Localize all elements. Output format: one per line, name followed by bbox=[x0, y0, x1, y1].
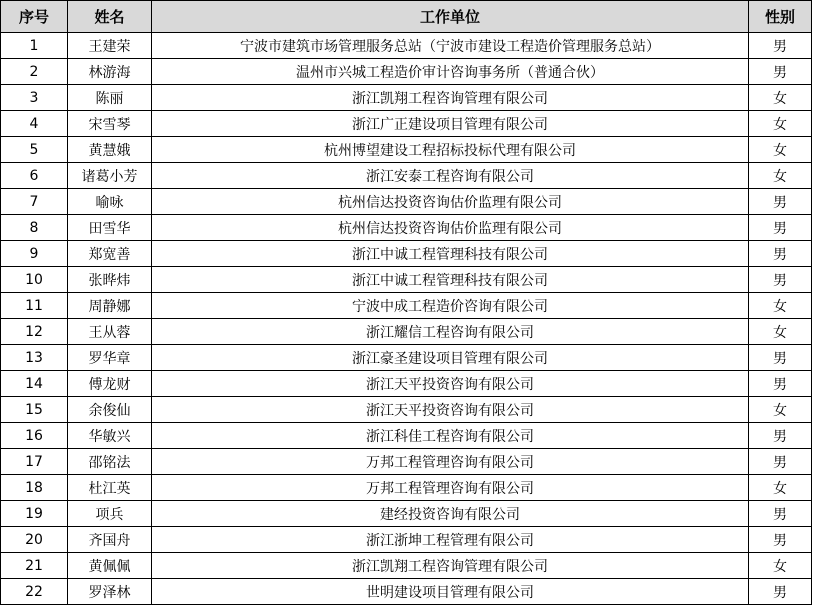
cell-org: 杭州博望建设工程招标投标代理有限公司 bbox=[152, 137, 749, 163]
table-row bbox=[1, 293, 812, 319]
cell-name: 黄佩佩 bbox=[68, 553, 152, 579]
cell-name: 黄慧娥 bbox=[68, 137, 152, 163]
header-sex: 性别 bbox=[749, 1, 812, 33]
cell-no: 11 bbox=[1, 293, 68, 319]
table-row bbox=[1, 137, 812, 163]
table-row bbox=[1, 319, 812, 345]
cell-name: 张晔炜 bbox=[68, 267, 152, 293]
cell-sex: 女 bbox=[749, 85, 812, 111]
cell-org: 浙江豪圣建设项目管理有限公司 bbox=[152, 345, 749, 371]
cell-sex: 女 bbox=[749, 475, 812, 501]
cell-no: 17 bbox=[1, 449, 68, 475]
cell-name: 傅龙财 bbox=[68, 371, 152, 397]
cell-name: 王从蓉 bbox=[68, 319, 152, 345]
header-name: 姓名 bbox=[68, 1, 152, 33]
table-row bbox=[1, 501, 812, 527]
cell-no: 9 bbox=[1, 241, 68, 267]
cell-sex: 男 bbox=[749, 501, 812, 527]
cell-name: 周静娜 bbox=[68, 293, 152, 319]
cell-name: 华敏兴 bbox=[68, 423, 152, 449]
cell-org: 浙江中诚工程管理科技有限公司 bbox=[152, 241, 749, 267]
cell-no: 19 bbox=[1, 501, 68, 527]
cell-sex: 女 bbox=[749, 111, 812, 137]
cell-org: 浙江浙坤工程管理有限公司 bbox=[152, 527, 749, 553]
cell-org: 万邦工程管理咨询有限公司 bbox=[152, 475, 749, 501]
cell-no: 14 bbox=[1, 371, 68, 397]
cell-name: 宋雪琴 bbox=[68, 111, 152, 137]
cell-name: 诸葛小芳 bbox=[68, 163, 152, 189]
table-row bbox=[1, 267, 812, 293]
cell-sex: 女 bbox=[749, 397, 812, 423]
table-row bbox=[1, 553, 812, 579]
cell-no: 13 bbox=[1, 345, 68, 371]
table-row bbox=[1, 475, 812, 501]
cell-sex: 男 bbox=[749, 267, 812, 293]
cell-org: 万邦工程管理咨询有限公司 bbox=[152, 449, 749, 475]
cell-no: 21 bbox=[1, 553, 68, 579]
cell-no: 3 bbox=[1, 85, 68, 111]
header-org: 工作单位 bbox=[152, 1, 749, 33]
table-row bbox=[1, 163, 812, 189]
cell-name: 余俊仙 bbox=[68, 397, 152, 423]
cell-no: 10 bbox=[1, 267, 68, 293]
cell-name: 王建荣 bbox=[68, 33, 152, 59]
header-no: 序号 bbox=[1, 1, 68, 33]
cell-sex: 男 bbox=[749, 371, 812, 397]
cell-org: 浙江耀信工程咨询有限公司 bbox=[152, 319, 749, 345]
cell-no: 18 bbox=[1, 475, 68, 501]
table-row bbox=[1, 345, 812, 371]
cell-name: 邵铭法 bbox=[68, 449, 152, 475]
cell-name: 田雪华 bbox=[68, 215, 152, 241]
cell-name: 罗泽林 bbox=[68, 579, 152, 605]
cell-sex: 男 bbox=[749, 423, 812, 449]
cell-org: 浙江科佳工程咨询有限公司 bbox=[152, 423, 749, 449]
table-row bbox=[1, 33, 812, 59]
cell-name: 陈丽 bbox=[68, 85, 152, 111]
cell-org: 浙江广正建设项目管理有限公司 bbox=[152, 111, 749, 137]
cell-no: 5 bbox=[1, 137, 68, 163]
cell-no: 1 bbox=[1, 33, 68, 59]
cell-org: 浙江天平投资咨询有限公司 bbox=[152, 397, 749, 423]
cell-name: 罗华章 bbox=[68, 345, 152, 371]
cell-sex: 男 bbox=[749, 449, 812, 475]
cell-sex: 男 bbox=[749, 241, 812, 267]
cell-sex: 男 bbox=[749, 59, 812, 85]
cell-sex: 男 bbox=[749, 527, 812, 553]
cell-sex: 女 bbox=[749, 553, 812, 579]
cell-name: 齐国舟 bbox=[68, 527, 152, 553]
cell-org: 浙江中诚工程管理科技有限公司 bbox=[152, 267, 749, 293]
cell-no: 2 bbox=[1, 59, 68, 85]
table-row bbox=[1, 59, 812, 85]
cell-org: 浙江天平投资咨询有限公司 bbox=[152, 371, 749, 397]
cell-no: 8 bbox=[1, 215, 68, 241]
header-row bbox=[1, 1, 812, 33]
cell-name: 林游海 bbox=[68, 59, 152, 85]
cell-org: 温州市兴城工程造价审计咨询事务所（普通合伙） bbox=[152, 59, 749, 85]
cell-org: 浙江安泰工程咨询有限公司 bbox=[152, 163, 749, 189]
cell-no: 6 bbox=[1, 163, 68, 189]
table-row bbox=[1, 423, 812, 449]
cell-no: 15 bbox=[1, 397, 68, 423]
cell-sex: 女 bbox=[749, 293, 812, 319]
table-row bbox=[1, 85, 812, 111]
table-row bbox=[1, 241, 812, 267]
table-row bbox=[1, 189, 812, 215]
cell-org: 宁波市建筑市场管理服务总站（宁波市建设工程造价管理服务总站） bbox=[152, 33, 749, 59]
table-row bbox=[1, 397, 812, 423]
cell-name: 项兵 bbox=[68, 501, 152, 527]
cell-sex: 男 bbox=[749, 189, 812, 215]
cell-org: 建经投资咨询有限公司 bbox=[152, 501, 749, 527]
cell-sex: 男 bbox=[749, 579, 812, 605]
cell-name: 郑宽善 bbox=[68, 241, 152, 267]
table-row bbox=[1, 579, 812, 605]
cell-sex: 女 bbox=[749, 163, 812, 189]
table-row bbox=[1, 111, 812, 137]
cell-sex: 女 bbox=[749, 137, 812, 163]
cell-org: 世明建设项目管理有限公司 bbox=[152, 579, 749, 605]
cell-name: 杜江英 bbox=[68, 475, 152, 501]
cell-sex: 男 bbox=[749, 215, 812, 241]
cell-no: 20 bbox=[1, 527, 68, 553]
cell-no: 12 bbox=[1, 319, 68, 345]
cell-org: 浙江凯翔工程咨询管理有限公司 bbox=[152, 553, 749, 579]
cell-org: 宁波中成工程造价咨询有限公司 bbox=[152, 293, 749, 319]
table-row bbox=[1, 449, 812, 475]
cell-org: 杭州信达投资咨询估价监理有限公司 bbox=[152, 189, 749, 215]
table-row bbox=[1, 215, 812, 241]
cell-org: 杭州信达投资咨询估价监理有限公司 bbox=[152, 215, 749, 241]
cell-no: 22 bbox=[1, 579, 68, 605]
cell-sex: 男 bbox=[749, 345, 812, 371]
table-row bbox=[1, 527, 812, 553]
cell-no: 7 bbox=[1, 189, 68, 215]
cell-sex: 女 bbox=[749, 319, 812, 345]
cell-name: 喻咏 bbox=[68, 189, 152, 215]
cell-sex: 男 bbox=[749, 33, 812, 59]
table-row bbox=[1, 371, 812, 397]
cell-org: 浙江凯翔工程咨询管理有限公司 bbox=[152, 85, 749, 111]
cell-no: 16 bbox=[1, 423, 68, 449]
cell-no: 4 bbox=[1, 111, 68, 137]
